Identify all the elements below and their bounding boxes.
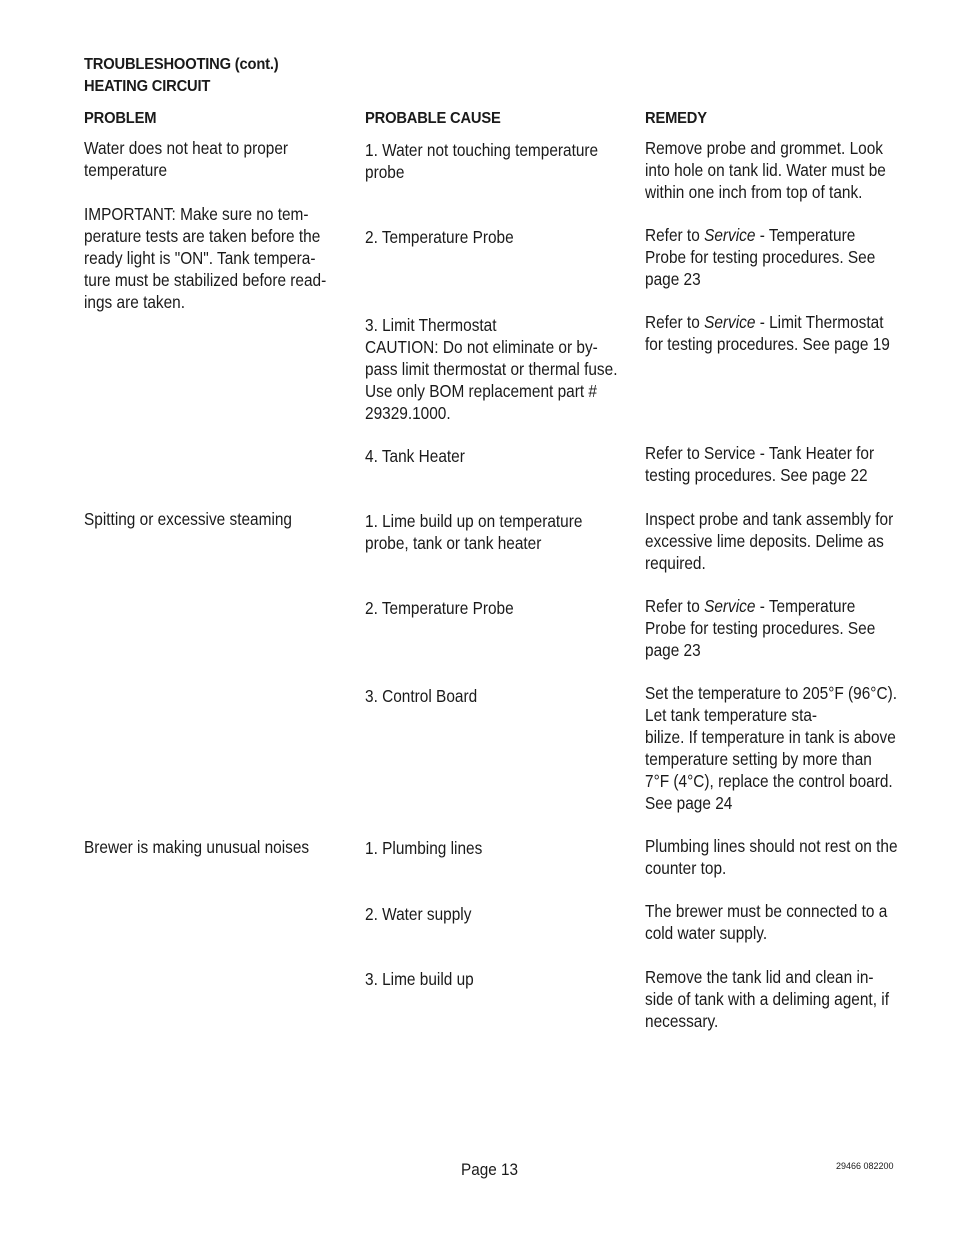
cause-text: 3. Lime build up [365,969,474,989]
remedy-text: Plumbing lines should not rest on the counter top. [645,836,898,878]
cause-text: 2. Temperature Probe [365,598,514,618]
remedy-text: Set the temperature to 205°F (96°C). Let tank temperature sta- bilize. If temperature in tank is above temperature setting by more than 7°F (4°C), replace the control board. See page 24 [645,683,897,813]
column-header-cause: PROBABLE CAUSE [365,110,501,127]
remedy-text: Refer to Service - Tank Heater for testing procedures. See page 22 [645,443,875,485]
remedy-text: Inspect probe and tank assembly for excessive lime deposits. Delime as required. [645,509,894,573]
cause-text: 1. Plumbing lines [365,838,483,858]
remedy-text: The brewer must be connected to a cold water supply. [645,901,888,943]
cause-text: 2. Temperature Probe [365,227,514,247]
remedy-text: Refer to Service - Temperature Probe for testing procedures. See page 23 [645,225,876,289]
remedy-text: Refer to Service - Limit Thermostat for testing procedures. See page 19 [645,312,890,354]
remedy-text: Remove the tank lid and clean in- side of tank with a deliming agent, if necessary. [645,967,889,1031]
remedy-text: Refer to Service - Temperature Probe for testing procedures. See page 23 [645,596,876,660]
subsection-title: HEATING CIRCUIT [84,78,211,95]
document-code: 29466 082200 [836,1161,894,1171]
remedy-text: Remove probe and grommet. Look into hole on tank lid. Water must be within one inch from top of tank. [645,138,886,202]
cause-text: 3. Limit Thermostat CAUTION: Do not eliminate or by- pass limit thermostat or thermal fuse. Use only BOM replacement part # 29329.1000. [365,315,618,423]
cause-text: 1. Water not touching temperature probe [365,140,599,182]
page-number: Page 13 [461,1160,519,1179]
problem-text: Brewer is making unusual noises [84,837,310,857]
cause-text: 2. Water supply [365,904,472,924]
problem-text: Water does not heat to proper temperature IMPORTANT: Make sure no tem- perature tests are taken before the ready light is "ON". Tank tempera- ture must be stabilized before read- ings are taken. [84,138,327,312]
problem-text: Spitting or excessive steaming [84,509,293,529]
cause-text: 1. Lime build up on temperature probe, tank or tank heater [365,511,583,553]
column-header-problem: PROBLEM [84,110,157,127]
column-header-remedy: REMEDY [645,110,707,127]
cause-text: 3. Control Board [365,686,478,706]
section-title: TROUBLESHOOTING (cont.) [84,56,279,73]
cause-text: 4. Tank Heater [365,446,465,466]
